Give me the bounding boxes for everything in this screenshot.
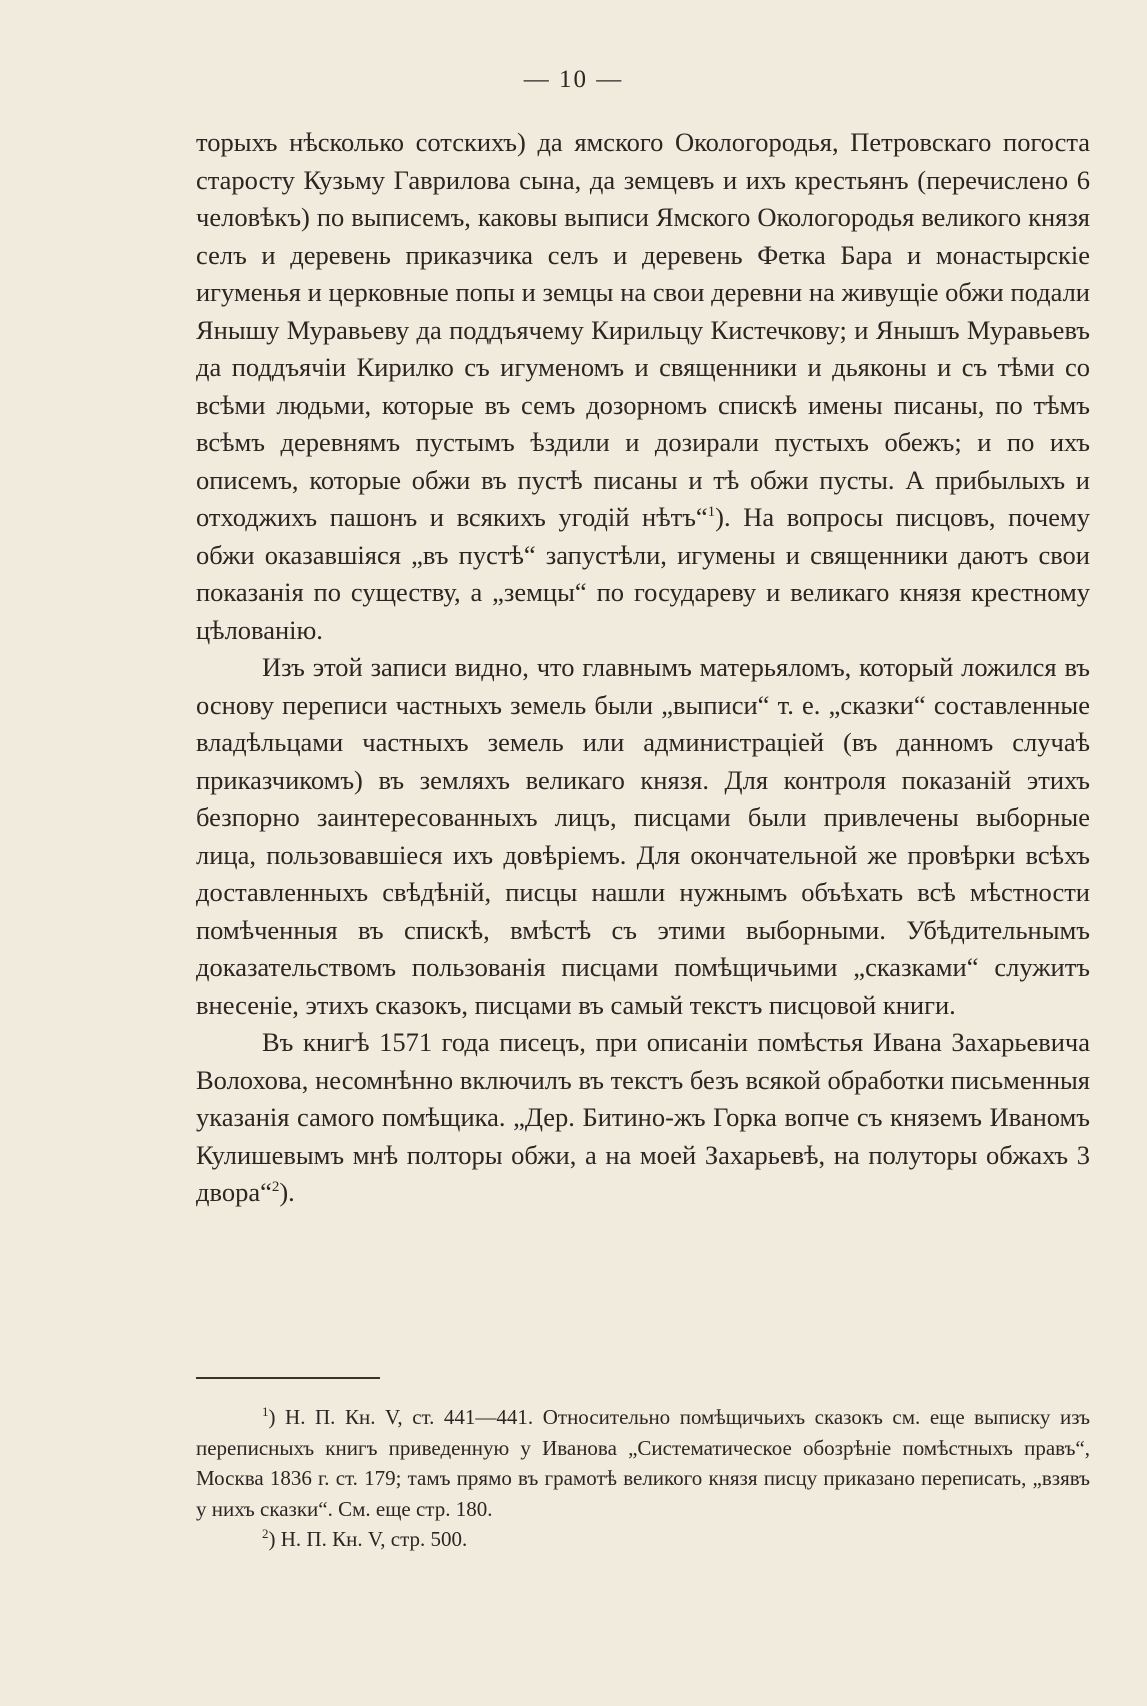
paragraph-3-text: Въ книгѣ 1571 года писецъ, при описаніи помѣстья Ивана Захарьевича Волохова, несомнѣнно включилъ въ текстъ безъ всякой обработки письменныя указанія самого помѣщика. „Дер. Битино-жъ Горка вопче съ княземъ Иваномъ Кулишевымъ мнѣ полторы обжи, а на моей Захарьевѣ, на полуторы обжахъ 3 двора“ <box>196 1027 1090 1207</box>
footnote-separator <box>196 1377 380 1379</box>
footnote-2-mark: 2 <box>262 1526 269 1541</box>
paragraph-1-text: торыхъ нѣсколько сотскихъ) да ямского Окологородья, Петровскаго погоста старосту Кузьму Гаврилова сына, да земцевъ и ихъ крестьянъ (перечислено 6 человѣкъ) по выписемъ, каковы выписи Ямского Окологородья великого князя селъ и деревень приказчика селъ и деревень Фетка Бара и монастырскіе игуменья и церковные попы и земцы на свои деревни на живущіе обжи подали Янышу Муравьеву да поддъячему Кирильцу Кистечкову; и Янышъ Муравьевъ да поддъячіи Кирилко съ игуменомъ и священники и дьяконы и съ тѣми со всѣми людьми, которые въ семъ дозорномъ спискѣ имены писаны, по тѣмъ всѣмъ деревнямъ пустымъ ѣздили и дозирали пустыхъ обежъ; и по ихъ описемъ, которые обжи въ пустѣ писаны и тѣ обжи пусты. А прибылыхъ и отходжихъ пашонъ и всякихъ угодій нѣтъ“ <box>196 127 1090 532</box>
footnote-1 <box>196 1402 1090 1524</box>
footnotes <box>196 1402 1090 1555</box>
footnote-1-mark: 1 <box>262 1404 269 1419</box>
footnote-2-text: ) Н. П. Кн. V, стр. 500. <box>268 1527 468 1551</box>
paragraph-1 <box>196 124 1090 649</box>
paragraph-3-end: ). <box>279 1177 295 1207</box>
page-number: — 10 — <box>523 66 624 93</box>
footnote-ref-1: 1 <box>707 504 716 521</box>
footnote-2 <box>196 1524 1090 1555</box>
paragraph-2: Изъ этой записи видно, что главнымъ матерьяломъ, который ложился въ основу переписи частныхъ земель были „выписи“ т. е. „сказки“ составленные владѣльцами частныхъ земель или администраціей (въ данномъ случаѣ приказчикомъ) въ земляхъ великаго князя. Для контроля показаній этихъ безпорно заинтересованныхъ лицъ, писцами были привлечены выборные лица, пользовавшіеся ихъ довѣріемъ. Для окончательной же провѣрки всѣхъ доставленныхъ свѣдѣній, писцы нашли нужнымъ объѣхать всѣ мѣстности помѣченныя въ спискѣ, вмѣстѣ съ этими выборными. Убѣдительнымъ доказательствомъ пользованія писцами помѣщичьими „сказками“ служитъ внесеніе, этихъ сказокъ, писцами въ самый текстъ писцовой книги. <box>196 652 1090 1020</box>
main-text <box>196 124 1090 1212</box>
footnote-ref-2: 2 <box>271 1179 280 1196</box>
footnote-1-text: ) Н. П. Кн. V, ст. 441—441. Относительно помѣщичьихъ сказокъ см. еще выписку изъ переписныхъ книгъ приведенную у Иванова „Систематическое обозрѣніе помѣстныхъ правъ“, Москва 1836 г. ст. 179; тамъ прямо въ грамотѣ великого князя писцу приказано переписать, „взявъ у нихъ сказки“. См. еще стр. 180. <box>196 1405 1090 1521</box>
paragraph-1-continuation: ). На вопросы писцовъ, почему обжи оказавшіяся „въ пустѣ“ запустѣли, игумены и священники даютъ свои показанія по существу, а „земцы“ по государеву и великаго князя крестному цѣлованію. <box>196 502 1090 645</box>
paragraph-3 <box>196 1024 1090 1212</box>
